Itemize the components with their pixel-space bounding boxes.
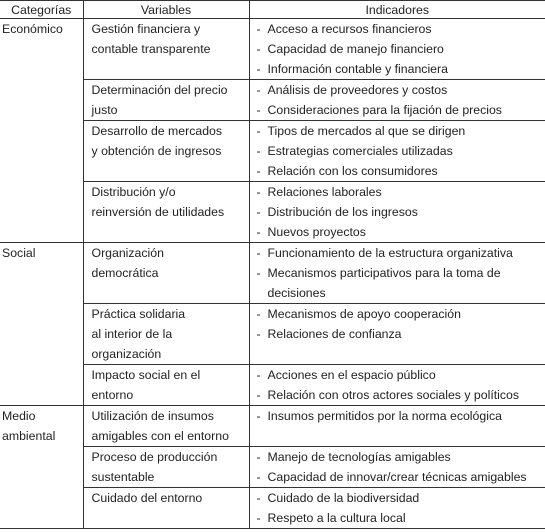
variable-cell (83, 121, 249, 182)
variable-label: Utilización de insumos (91, 409, 214, 423)
indicator-item (257, 263, 545, 283)
variable-cell (83, 365, 249, 406)
indicator-cell (249, 365, 545, 406)
category-label: Medio (2, 409, 36, 423)
indicator-cell (249, 19, 545, 80)
indicator-text: Relaciones laborales (267, 185, 382, 199)
variable-label: sustentable (91, 470, 155, 484)
indicator-item (257, 365, 545, 385)
indicator-item (257, 59, 545, 79)
variable-cell (83, 182, 249, 243)
bullet-dash: - (256, 124, 261, 138)
indicator-text: Información contable y financiera (267, 62, 448, 76)
indicator-item (257, 243, 545, 263)
variable-label: organización (91, 347, 162, 361)
bullet-dash: - (256, 307, 261, 321)
bullet-dash: - (256, 83, 261, 97)
indicator-text: Insumos permitidos por la norma ecológica (267, 409, 502, 423)
bullet-dash: - (256, 42, 261, 56)
bullet-dash: - (256, 103, 261, 117)
bullet-dash: - (256, 368, 261, 382)
variable-label: reinversión de utilidades (91, 205, 225, 219)
bullet-dash: - (256, 511, 261, 525)
variable-label: Determinación del precio (91, 83, 228, 97)
indicator-text: Consideraciones para la fijación de precios (267, 103, 502, 117)
variable-label: Impacto social en el (91, 368, 201, 382)
bullet-dash: - (256, 62, 261, 76)
indicator-text: Cuidado de la biodiversidad (267, 491, 420, 505)
indicator-text: Acciones en el espacio público (267, 368, 436, 382)
variable-cell (83, 80, 249, 121)
variable-cell (83, 304, 249, 365)
variable-label: entorno (91, 388, 134, 402)
variable-label: Gestión financiera y (91, 22, 201, 36)
header-row (0, 1, 545, 19)
variable-cell (83, 488, 249, 529)
indicator-cell (249, 304, 545, 365)
indicator-item (257, 100, 545, 120)
indicator-item (257, 467, 545, 487)
bullet-dash: - (256, 266, 261, 280)
indicator-item (257, 324, 545, 344)
indicator-cell (249, 182, 545, 243)
indicator-item (257, 39, 545, 59)
bullet-dash: - (256, 144, 261, 158)
variable-cell (83, 243, 249, 304)
variable-label: al interior de la (91, 327, 173, 341)
indicator-text: Nuevos proyectos (267, 225, 366, 239)
bullet-dash: - (256, 164, 261, 178)
bullet-dash: - (256, 409, 261, 423)
variable-label: Organización (91, 246, 164, 260)
bullet-dash: - (256, 450, 261, 464)
indicator-text: Capacidad de manejo financiero (267, 42, 444, 56)
bullet-dash: - (256, 205, 261, 219)
indicator-text: Mecanismos de apoyo cooperación (267, 307, 461, 321)
table-row (0, 406, 545, 447)
bullet-dash: - (256, 327, 261, 341)
variable-cell (83, 447, 249, 488)
category-cell (0, 406, 83, 529)
variable-cell (83, 406, 249, 447)
category-cell (0, 243, 83, 406)
indicator-item (257, 161, 545, 181)
indicator-text: Relación con otros actores sociales y políticos (267, 388, 520, 402)
table-body (0, 19, 545, 529)
variable-label: contable transparente (91, 42, 211, 56)
indicator-text-continued: decisiones (267, 286, 326, 300)
indicator-item (257, 488, 545, 508)
indicator-cell (249, 406, 545, 447)
indicator-cell (249, 243, 545, 304)
bullet-dash: - (256, 470, 261, 484)
variable-label: Desarrollo de mercados (91, 124, 223, 138)
indicator-item (257, 19, 545, 39)
bullet-dash: - (256, 246, 261, 260)
indicator-text: Acceso a recursos financieros (267, 22, 432, 36)
variable-label: Práctica solidaria (91, 307, 186, 321)
indicator-item (257, 406, 545, 426)
variable-label: Proceso de producción (91, 450, 218, 464)
variable-label: justo (91, 103, 118, 117)
indicator-text: Funcionamiento de la estructura organizativa (267, 246, 513, 260)
indicator-text: Estrategias comerciales utilizadas (267, 144, 453, 158)
indicator-text: Tipos de mercados al que se dirigen (267, 124, 466, 138)
category-label: Económico (2, 22, 63, 36)
indicator-cell (249, 80, 545, 121)
indicator-item (257, 222, 545, 242)
indicator-text: Distribución de los ingresos (267, 205, 418, 219)
header-categorias: Categorías (0, 1, 83, 19)
indicator-item (257, 121, 545, 141)
indicator-cell (249, 488, 545, 529)
indicator-text: Manejo de tecnologías amigables (267, 450, 451, 464)
variable-label: y obtención de ingresos (91, 144, 222, 158)
header-variables: Variables (83, 1, 249, 19)
indicator-text: Mecanismos participativos para la toma de (267, 266, 501, 280)
indicator-item (257, 385, 545, 405)
header-indicadores: Indicadores (249, 1, 545, 19)
variable-label: Distribución y/o (91, 185, 176, 199)
indicator-cell (249, 447, 545, 488)
bullet-dash: - (256, 388, 261, 402)
indicator-text: Capacidad de innovar/crear técnicas amigables (267, 470, 527, 484)
indicator-item (257, 80, 545, 100)
indicator-item (257, 141, 545, 161)
indicator-cell (249, 121, 545, 182)
indicator-item (257, 508, 545, 528)
table-row (0, 243, 545, 304)
category-label: ambiental (2, 429, 56, 443)
variable-label: Cuidado del entorno (91, 491, 203, 505)
indicator-item (257, 202, 545, 222)
table-row (0, 19, 545, 80)
variable-label: amigables con el entorno (91, 429, 229, 443)
bullet-dash: - (256, 225, 261, 239)
indicator-text: Relación con los consumidores (267, 164, 438, 178)
variable-label: democrática (91, 266, 159, 280)
indicator-text: Respeto a la cultura local (267, 511, 406, 525)
category-cell (0, 19, 83, 243)
bullet-dash: - (256, 185, 261, 199)
bullet-dash: - (256, 491, 261, 505)
indicator-text: Análisis de proveedores y costos (267, 83, 448, 97)
variable-cell (83, 19, 249, 80)
bullet-dash: - (256, 22, 261, 36)
category-label: Social (2, 246, 36, 260)
indicator-item (257, 304, 545, 324)
indicator-item (257, 182, 545, 202)
indicator-text: Relaciones de confianza (267, 327, 402, 341)
indicator-item (257, 447, 545, 467)
